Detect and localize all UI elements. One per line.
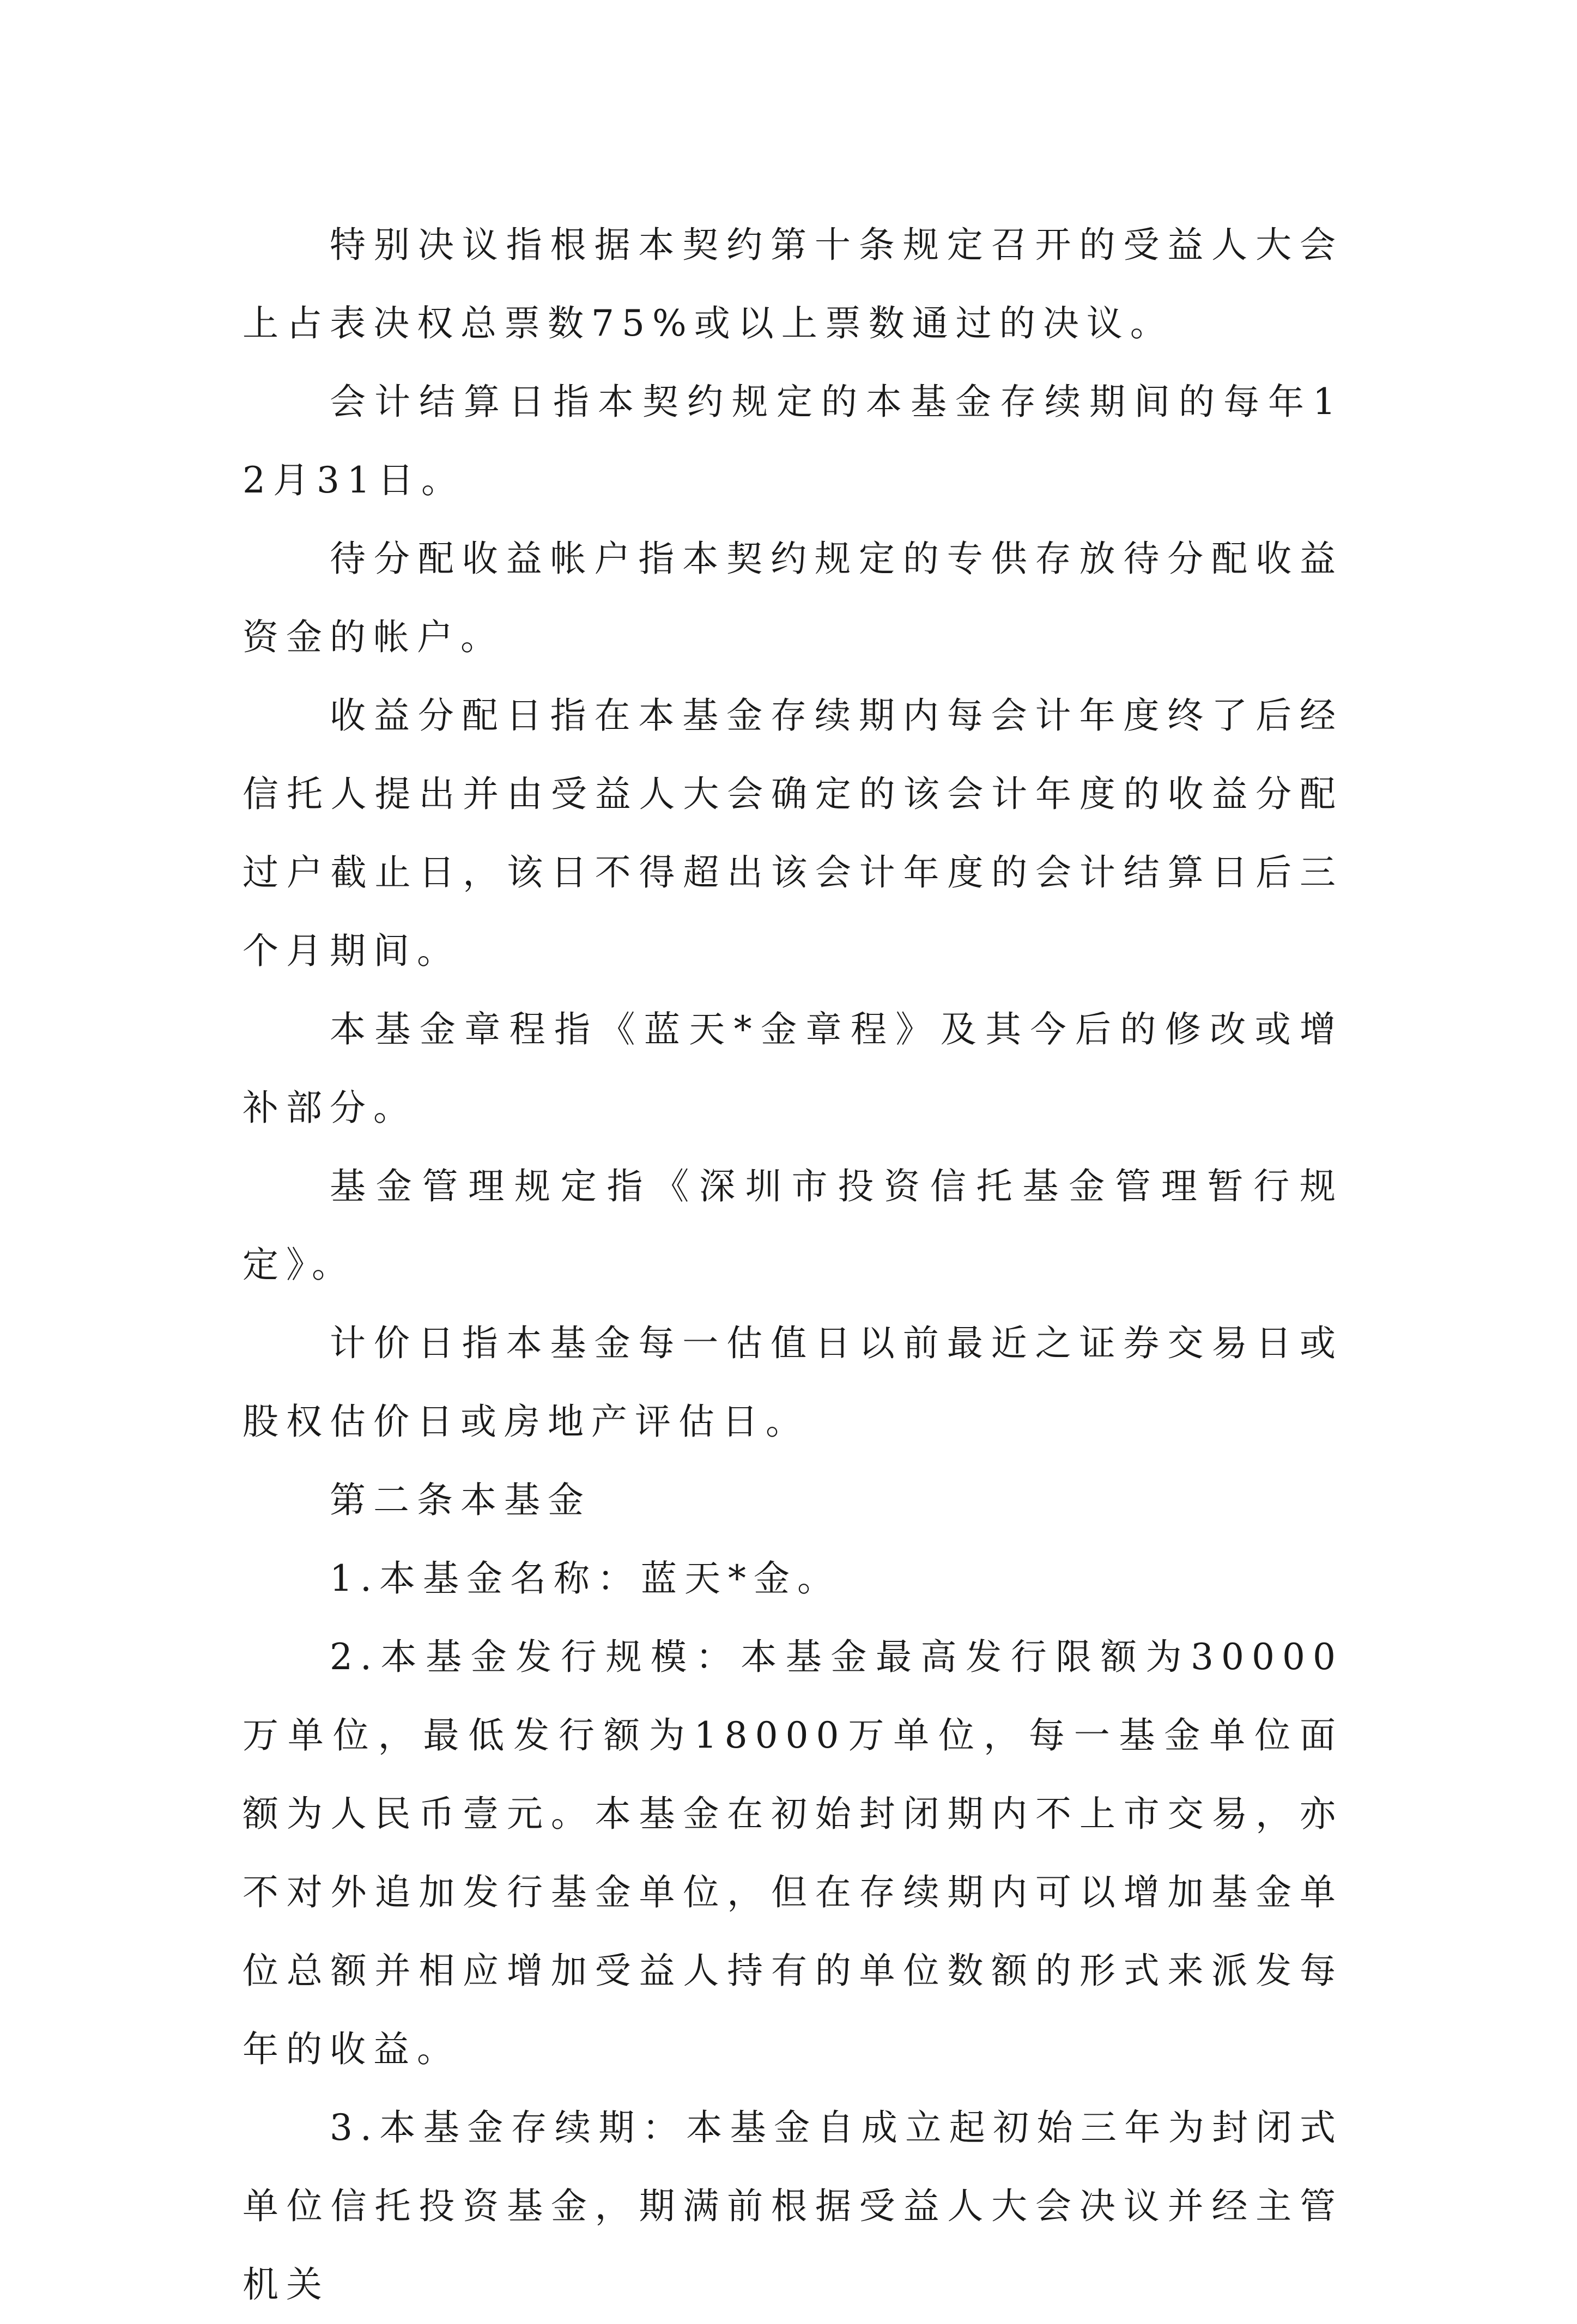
document-body — [242, 206, 1343, 2324]
paragraph-special-resolution: 特别决议指根据本契约第十条规定召开的受益人大会上占表决权总票数75%或以上票数通过的决议。 — [242, 224, 1343, 344]
paragraph-fund-management-rules: 基金管理规定指《深圳市投资信托基金管理暂行规定》。 — [242, 1165, 1343, 1286]
section-heading-article-two: 第二条本基金 — [330, 1479, 591, 1521]
paragraph-accounting-settlement-date: 会计结算日指本契约规定的本基金存续期间的每年12月31日。 — [242, 381, 1343, 501]
paragraph-fund-name: 1.本基金名称：蓝天*金。 — [330, 1558, 841, 1599]
paragraph-issuance-scale: 2.本基金发行规模：本基金最高发行限额为30000万单位，最低发行额为18000万单位，每一基金单位面额为人民币壹元。本基金在初始封闭期内不上市交易，亦不对外追加发行基金单位，但在存续期内可以增加基金单位总额并相应增加受益人持有的单位数额的形式来派发每年的收益。 — [242, 1636, 1343, 2070]
paragraph-pending-distribution-account: 待分配收益帐户指本契约规定的专供存放待分配收益资金的帐户。 — [242, 538, 1343, 658]
paragraph-fund-charter: 本基金章程指《蓝天*金章程》及其今后的修改或增补部分。 — [242, 1008, 1343, 1129]
paragraph-valuation-date: 计价日指本基金每一估值日以前最近之证券交易日或股权估价日或房地产评估日。 — [242, 1322, 1343, 1443]
paragraph-income-distribution-date: 收益分配日指在本基金存续期内每会计年度终了后经信托人提出并由受益人大会确定的该会计年度的收益分配过户截止日，该日不得超出该会计年度的会计结算日后三个月期间。 — [242, 695, 1343, 972]
paragraph-fund-duration: 3.本基金存续期：本基金自成立起初始三年为封闭式单位信托投资基金，期满前根据受益人大会决议并经主管机关 — [242, 2107, 1343, 2305]
